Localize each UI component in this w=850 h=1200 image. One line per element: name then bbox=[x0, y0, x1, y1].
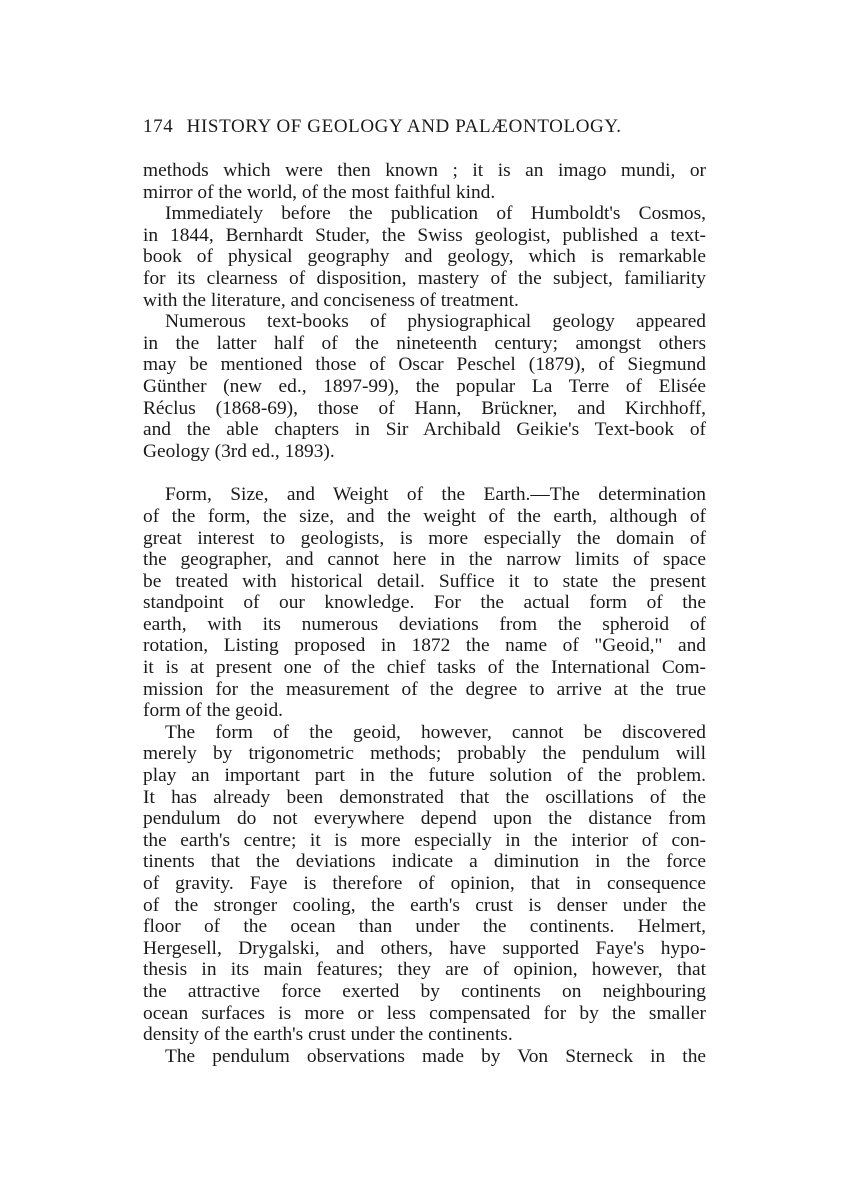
running-title: HISTORY OF GEOLOGY AND PALÆONTOLOGY. bbox=[186, 116, 622, 137]
text-line: for its clearness of disposition, mastery of the subject, familiarity bbox=[143, 267, 706, 289]
text-line: Geology (3rd ed., 1893). bbox=[143, 440, 335, 462]
text-line: book of physical geography and geology, which is remarkable bbox=[143, 246, 706, 268]
text-line: the earth's centre; it is more especially in the interior of con- bbox=[143, 829, 706, 851]
paragraph bbox=[143, 722, 706, 1046]
text-line: mission for the measurement of the degree to arrive at the true bbox=[143, 678, 706, 700]
text-line: be treated with historical detail. Suffice it to state the present bbox=[143, 570, 706, 592]
text-line: play an important part in the future solution of the problem. bbox=[143, 765, 706, 787]
text-line: tinents that the deviations indicate a diminution in the force bbox=[143, 851, 706, 873]
body-text bbox=[143, 160, 706, 1067]
text-line: Hergesell, Drygalski, and others, have supported Faye's hypo- bbox=[143, 937, 706, 959]
text-line: in the latter half of the nineteenth century; amongst others bbox=[143, 332, 706, 354]
text-line: may be mentioned those of Oscar Peschel (1879), of Siegmund bbox=[143, 354, 706, 376]
text-line: methods which were then known ; it is an imago mundi, or bbox=[143, 160, 706, 181]
paragraph bbox=[143, 484, 706, 722]
text-line: The pendulum observations made by Von Sterneck in the bbox=[165, 1045, 706, 1067]
page-number: 174 bbox=[143, 116, 174, 137]
text-line: the attractive force exerted by continents on neighbouring bbox=[143, 980, 706, 1002]
text-line: rotation, Listing proposed in 1872 the name of "Geoid," and bbox=[143, 635, 706, 657]
text-line: Réclus (1868-69), those of Hann, Brückner, and Kirchhoff, bbox=[143, 397, 706, 419]
text-line: thesis in its main features; they are of opinion, however, that bbox=[143, 959, 706, 981]
text-line: The form of the geoid, however, cannot be discovered bbox=[165, 721, 706, 743]
paragraph bbox=[143, 203, 706, 311]
text-line: mirror of the world, of the most faithful kind. bbox=[143, 181, 496, 203]
paragraph bbox=[143, 160, 706, 203]
text-line: it is at present one of the chief tasks of the International Com- bbox=[143, 657, 706, 679]
text-line: with the literature, and conciseness of treatment. bbox=[143, 289, 519, 311]
text-line: ocean surfaces is more or less compensated for by the smaller bbox=[143, 1002, 706, 1024]
text-line: standpoint of our knowledge. For the actual form of the bbox=[143, 592, 706, 614]
section-spacer bbox=[143, 462, 706, 484]
text-line: of the stronger cooling, the earth's crust is denser under the bbox=[143, 894, 706, 916]
text-line: great interest to geologists, is more especially the domain of bbox=[143, 527, 706, 549]
text-line: of the form, the size, and the weight of the earth, although of bbox=[143, 505, 706, 527]
text-line: Immediately before the publication of Humboldt's Cosmos, bbox=[165, 203, 706, 225]
text-line: pendulum do not everywhere depend upon the distance from bbox=[143, 808, 706, 830]
text-line: of gravity. Faye is therefore of opinion, that in consequence bbox=[143, 873, 706, 894]
text-line: form of the geoid. bbox=[143, 700, 284, 722]
text-line: Form, Size, and Weight of the Earth.—The determination bbox=[165, 484, 706, 506]
text-line: It has already been demonstrated that the oscillations of the bbox=[143, 786, 706, 808]
text-line: Numerous text-books of physiographical geology appeared bbox=[165, 311, 706, 333]
text-line: earth, with its numerous deviations from the spheroid of bbox=[143, 613, 706, 635]
paragraph bbox=[143, 311, 706, 462]
text-line: floor of the ocean than under the continents. Helmert, bbox=[143, 916, 706, 938]
text-line: Günther (new ed., 1897-99), the popular La Terre of Elisée bbox=[143, 375, 706, 397]
text-line: merely by trigonometric methods; probably the pendulum will bbox=[143, 743, 706, 765]
text-line: and the able chapters in Sir Archibald Geikie's Text-book of bbox=[143, 419, 706, 441]
running-head bbox=[143, 116, 713, 138]
paragraph bbox=[143, 1046, 706, 1068]
text-line: the geographer, and cannot here in the narrow limits of space bbox=[143, 549, 706, 571]
text-line: density of the earth's crust under the continents. bbox=[143, 1024, 513, 1046]
text-line: in 1844, Bernhardt Studer, the Swiss geologist, published a text- bbox=[143, 224, 706, 246]
